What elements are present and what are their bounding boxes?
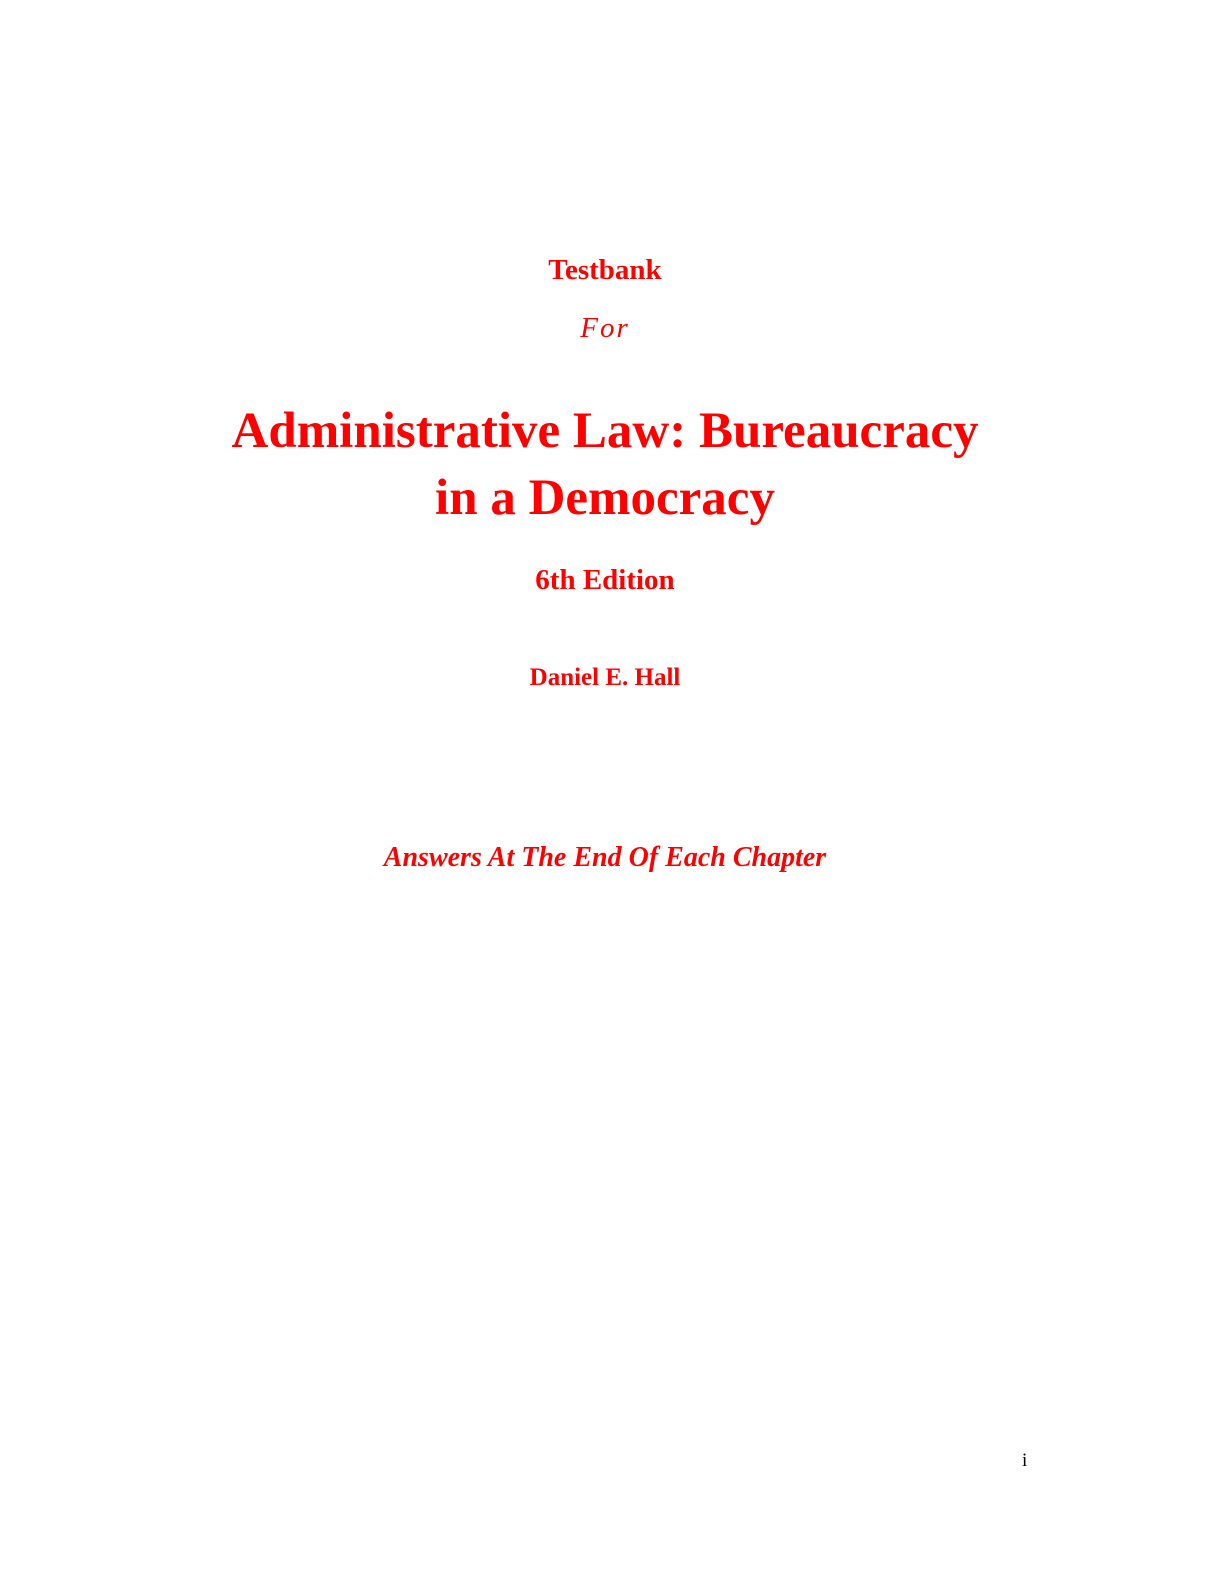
edition-label: 6th Edition <box>535 564 675 596</box>
for-connector: For <box>580 312 630 344</box>
book-title-line-2: in a Democracy <box>435 470 775 526</box>
answers-note: Answers At The End Of Each Chapter <box>383 842 827 873</box>
page-number: i <box>1022 1450 1028 1471</box>
book-title-line-1: Administrative Law: Bureaucracy <box>231 403 979 459</box>
testbank-label: Testbank <box>548 254 662 286</box>
author-name: Daniel E. Hall <box>529 664 681 691</box>
